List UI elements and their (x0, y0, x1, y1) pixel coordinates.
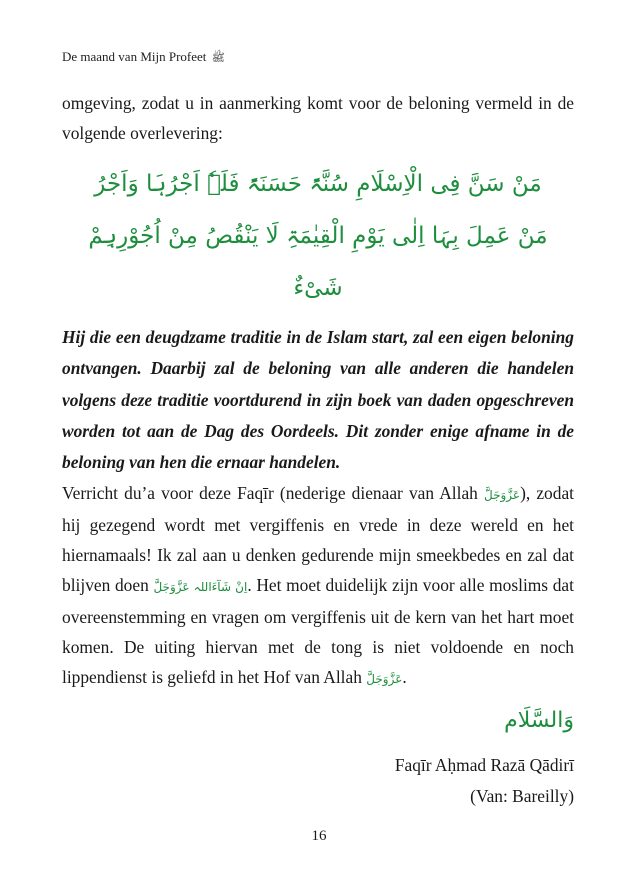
intro-paragraph: omgeving, zodat u in aanmerking komt voor de beloning vermeld in de volgende overlevering: (62, 93, 574, 143)
book-title: De maand van Mijn Profeet (62, 49, 207, 64)
page-content (62, 88, 574, 694)
hadith-translation: Hij die een deugdzame traditie in de Islam start, zal een eigen beloning ontvangen. Daarbij zal de beloning van alle anderen die handelen volgens deze traditie voortdurend in zijn boek van daden opgeschreven worden tot aan de Dag des Oordeels. Dit zonder enige afname in de beloning van hen die ernaar handelen. (62, 327, 574, 473)
dua-text-3: . Het moet duidelijk zijn voor alle moslims dat overeenstemming en vragen om vergiffenis uit de kern van het hart moet komen. De uiting hiervan met de tong is niet voldoende en noch lippendienst is geliefd in het Hof van Allah (62, 575, 574, 688)
salawat-symbol: ﷺ (211, 51, 225, 64)
hadith-arabic (62, 158, 574, 314)
hadith-line-1: مَنْ سَنَّ فِی الْاِسْلَامِ سُنَّۃً حَسَنَۃً فَلَہٗ اَجْرُہَا وَاَجْرُ (94, 171, 542, 197)
signature-name: Faqīr Aḥmad Razā Qādirī (394, 755, 574, 775)
dua-text-1: Verricht du’a voor deze Faqīr (nederige dienaar van Allah (62, 483, 484, 504)
hadith-line-2: مَنْ عَمِلَ بِہَا اِلٰی یَوْمِ الْقِیٰمَۃِ لَا یَنْقُصُ مِنْ اُجُوْرِہِمْ شَیْءٌ (88, 223, 548, 301)
signature-place: (Van: Bareilly) (470, 786, 574, 806)
dua-paragraph (62, 478, 574, 694)
page-number: 16 (311, 828, 327, 844)
inshallah-arabic: اِنْ شَآءَاللہ عَزَّوَجَلَّ (153, 580, 248, 595)
honorific-arabic-1: عَزَّوَجَلَّ (483, 488, 521, 503)
honorific-arabic-2: عَزَّوَجَلَّ (366, 672, 403, 687)
dua-text-2: ), zodat hij gezegend wordt met vergiffenis en vrede in deze wereld en het hiernamaals! Ik zal aan u denken gedurende mijn smeekbedes en zal dat blijven doen (62, 483, 574, 596)
running-header (62, 49, 225, 67)
closing-salam: وَالسَّلَام (504, 708, 574, 733)
dua-text-4: . (402, 667, 407, 688)
